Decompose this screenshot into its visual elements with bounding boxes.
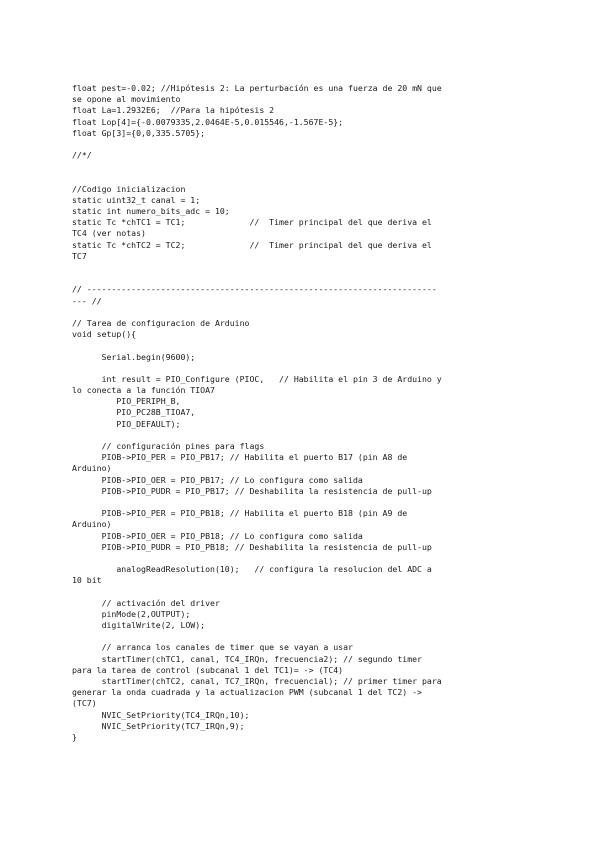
code-line: --- // [72,295,102,306]
code-line: Arduino) [72,519,112,530]
code-line: static uint32_t canal = 1; [72,194,201,205]
code-line: // ----------------------------------------------------------------------- [72,284,437,295]
code-line: //Codigo inicializacion [72,183,186,194]
code-line: // arranca los canales de timer que se vayan a usar [72,642,353,653]
code-line: TC4 (ver notas) [72,228,146,239]
code-line [72,273,532,284]
code-line: PIOB->PIO_PER = PIO_PB17; // Habilita el puerto B17 (pin A8 de [72,452,408,463]
code-line [72,173,532,184]
code-line: 10 bit [72,575,102,586]
code-line [72,553,532,564]
code-line: static int numero_bits_adc = 10; [72,206,230,217]
code-line: float Gp[3]={0,0,335.5705}; [72,127,206,138]
code-line: void setup(){ [72,329,137,340]
code-line: //*/ [72,150,92,161]
code-line: // activación del driver [72,597,220,608]
code-line: int result = PIO_Configure (PIOC, // Habilita el pin 3 de Arduino y [72,373,442,384]
code-line: NVIC_SetPriority(TC4_IRQn,10); [72,709,250,720]
code-line: PIO_PC28B_TIOA7, [72,407,196,418]
code-line: startTimer(chTC2, canal, TC7_IRQn, frecuencial); // primer timer para [72,675,442,686]
code-line [72,161,532,172]
code-line [72,139,532,150]
code-line: Serial.begin(9600); [72,351,196,362]
code-line: // Tarea de configuracion de Arduino [72,317,250,328]
code-line: generar la onda cuadrada y la actualizacion PWM (subcanal 1 del TC2) -> [72,687,422,698]
code-line: PIO_PERIPH_B, [72,396,181,407]
code-line [72,430,532,441]
code-line: NVIC_SetPriority(TC7_IRQn,9); [72,720,245,731]
code-line: } [72,731,77,742]
code-line: PIOB->PIO_PUDR = PIO_PB18; // Deshabilita la resistencia de pull-up [72,541,432,552]
code-line: PIOB->PIO_PUDR = PIO_PB17; // Deshabilita la resistencia de pull-up [72,485,432,496]
code-line: PIOB->PIO_OER = PIO_PB18; // Lo configura como salida [72,530,363,541]
code-line: Arduino) [72,463,112,474]
code-line [72,631,532,642]
code-line [72,497,532,508]
code-line: PIOB->PIO_OER = PIO_PB17; // Lo configura como salida [72,474,363,485]
code-line: TC7 [72,250,87,261]
code-line: // configuración pines para flags [72,441,265,451]
code-line: analogReadResolution(10); // configura la resolucion del ADC a [72,564,432,575]
code-line: pinMode(2,OUTPUT); [72,608,191,619]
code-line [72,586,532,597]
code-line: static Tc *chTC1 = TC1; // Timer principal del que deriva el [72,217,432,228]
code-line: float La=1.2932E6; //Para la hipótesis 2 [72,105,275,116]
code-line [72,307,532,318]
code-line: (TC7) [72,698,97,709]
code-line: float Lop[4]={-0.0079335,2.0464E-5,0.015546,-1.567E-5}; [72,116,344,127]
code-line: float pest=-0.02; //Hipótesis 2: La perturbación es una fuerza de 20 mN que [72,83,442,93]
code-line: lo conecta a la función TIOA7 [72,385,215,396]
code-line: PIOB->PIO_PER = PIO_PB18; // Habilita el puerto B18 (pin A9 de [72,508,408,519]
code-line: para la tarea de control (subcanal 1 del TC1)= -> (TC4) [72,664,344,675]
code-line [72,262,532,273]
code-line: startTimer(chTC1, canal, TC4_IRQn, frecuencia2); // segundo timer [72,653,422,664]
code-line [72,340,532,351]
code-line: static Tc *chTC2 = TC2; // Timer principal del que deriva el [72,239,432,250]
code-line [72,363,532,374]
code-line: digitalWrite(2, LOW); [72,620,206,630]
code-line: se opone al movimiento [72,94,181,105]
code-listing [72,83,532,743]
code-line: PIO_DEFAULT); [72,418,181,429]
